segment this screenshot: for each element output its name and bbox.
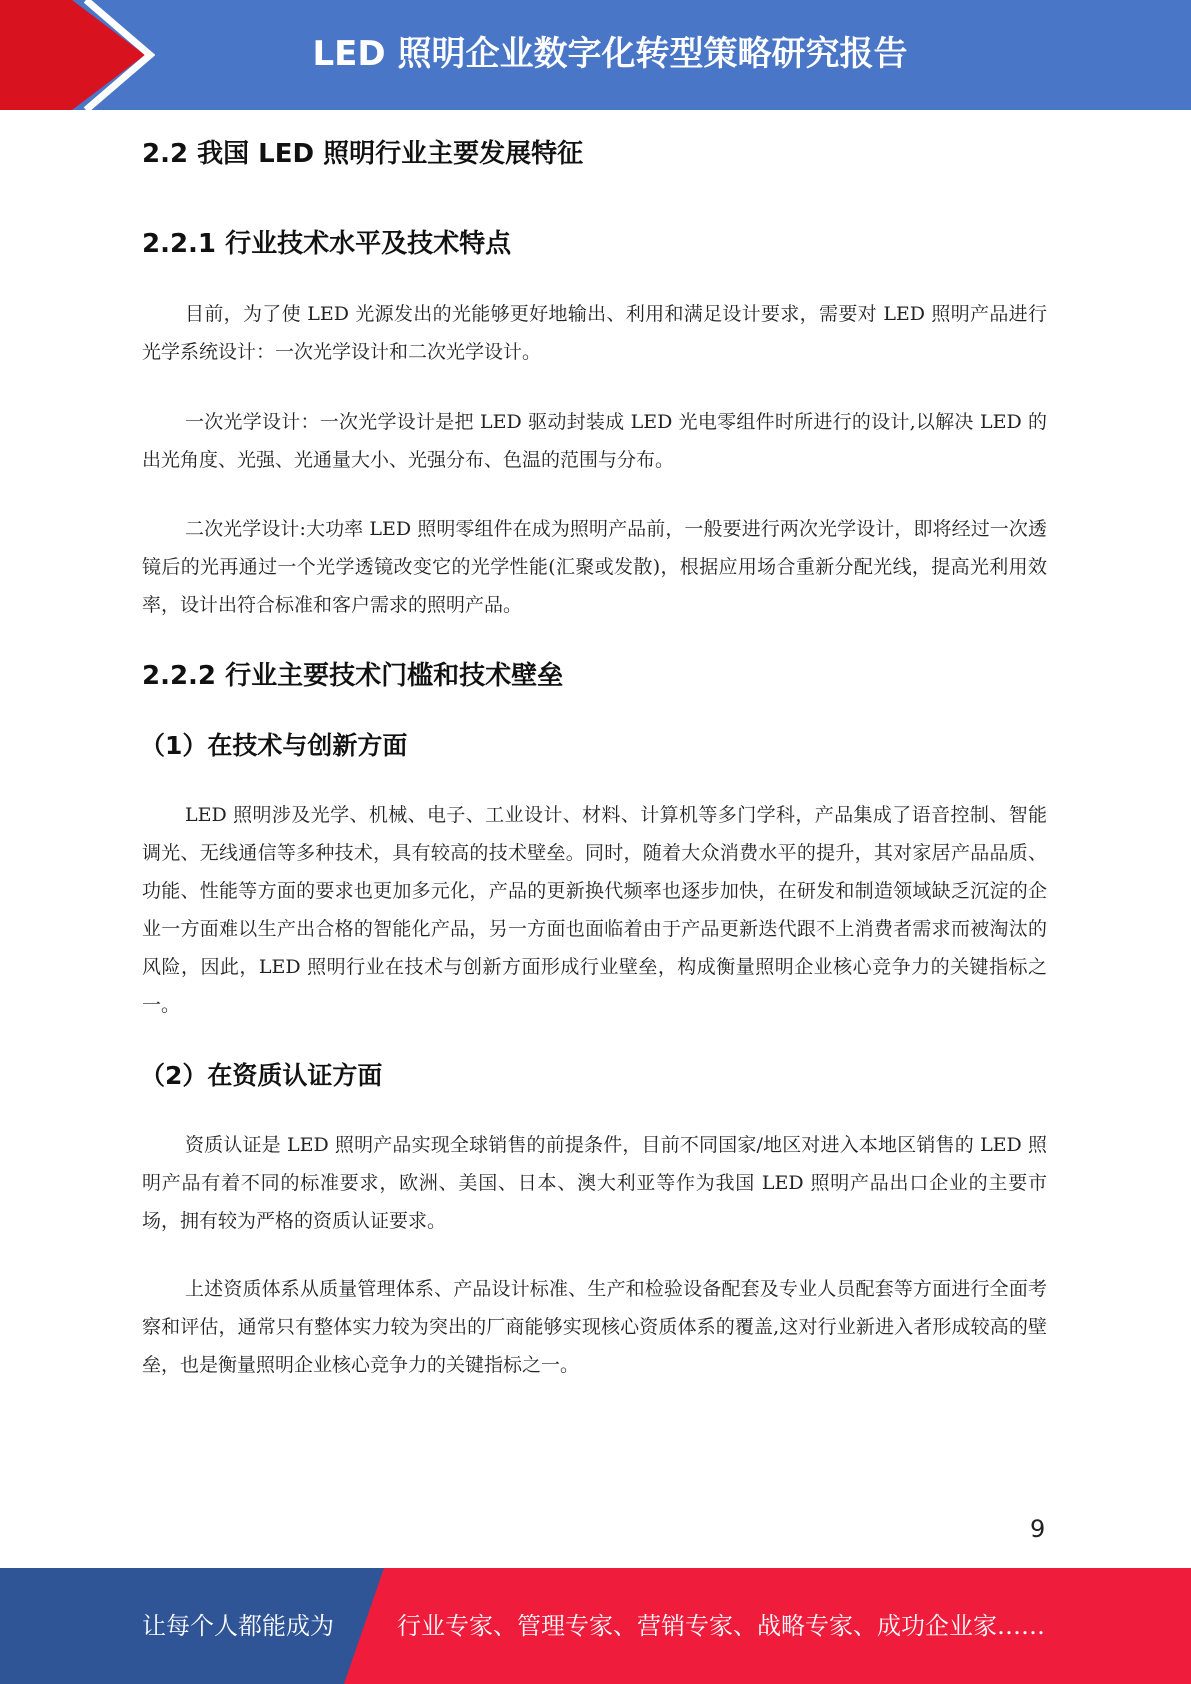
subheading-technology-innovation: （1）在技术与创新方面 [140, 731, 408, 760]
footer-slogan-left: 让每个人都能成为 [142, 1612, 334, 1640]
page-footer [0, 1568, 1191, 1684]
page-number: 9 [1030, 1515, 1046, 1543]
paragraph-technology-innovation: LED 照明涉及光学、机械、电子、工业设计、材料、计算机等多门学科，产品集成了语音控制、智能调光、无线通信等多种技术，具有较高的技术壁垒。同时，随着大众消费水平的提升，其对家居产品品质、功能、性能等方面的要求也更加多元化，产品的更新换代频率也逐步加快，在研发和制造领域缺乏沉淀的企业一方面难以生产出合格的智能化产品，另一方面也面临着由于产品更新迭代跟不上消费者需求而被淘汰的风险，因此，LED 照明行业在技术与创新方面形成行业壁垒，构成衡量照明企业核心竞争力的关键指标之一。 [142, 804, 1047, 1016]
footer-slogan-right: 行业专家、管理专家、营销专家、战略专家、成功企业家…… [397, 1612, 1045, 1640]
paragraph-qualification-requirements: 资质认证是 LED 照明产品实现全球销售的前提条件，目前不同国家/地区对进入本地区销售的 LED 照明产品有着不同的标准要求，欧洲、美国、日本、澳大利亚等作为我国 LED 照明产品出口企业的主要市场，拥有较为严格的资质认证要求。 [142, 1134, 1047, 1232]
report-title: LED 照明企业数字化转型策略研究报告 [312, 34, 908, 74]
paragraph-primary-optical-design: 一次光学设计：一次光学设计是把 LED 驱动封装成 LED 光电零组件时所进行的设计,以解决 LED 的出光角度、光强、光通量大小、光强分布、色温的范围与分布。 [142, 411, 1047, 471]
section-heading-2-2: 2.2 我国 LED 照明行业主要发展特征 [142, 139, 584, 169]
page-header [0, 0, 1191, 110]
paragraph-optical-design-intro: 目前，为了使 LED 光源发出的光能够更好地输出、利用和满足设计要求，需要对 LED 照明产品进行光学系统设计：一次光学设计和二次光学设计。 [142, 303, 1047, 363]
section-heading-2-2-1: 2.2.1 行业技术水平及技术特点 [142, 229, 512, 259]
subheading-qualification-certification: （2）在资质认证方面 [140, 1061, 383, 1090]
header-arrow-decoration [0, 0, 155, 110]
paragraph-secondary-optical-design: 二次光学设计:大功率 LED 照明零组件在成为照明产品前，一般要进行两次光学设计，即将经过一次透镜后的光再通过一个光学透镜改变它的光学性能(汇聚或发散)，根据应用场合重新分配光线，提高光利用效率，设计出符合标准和客户需求的照明产品。 [142, 518, 1047, 616]
section-heading-2-2-2: 2.2.2 行业主要技术门槛和技术壁垒 [142, 661, 564, 691]
paragraph-qualification-system: 上述资质体系从质量管理体系、产品设计标准、生产和检验设备配套及专业人员配套等方面进行全面考察和评估，通常只有整体实力较为突出的厂商能够实现核心资质体系的覆盖,这对行业新进入者形成较高的壁垒，也是衡量照明企业核心竞争力的关键指标之一。 [142, 1278, 1047, 1376]
